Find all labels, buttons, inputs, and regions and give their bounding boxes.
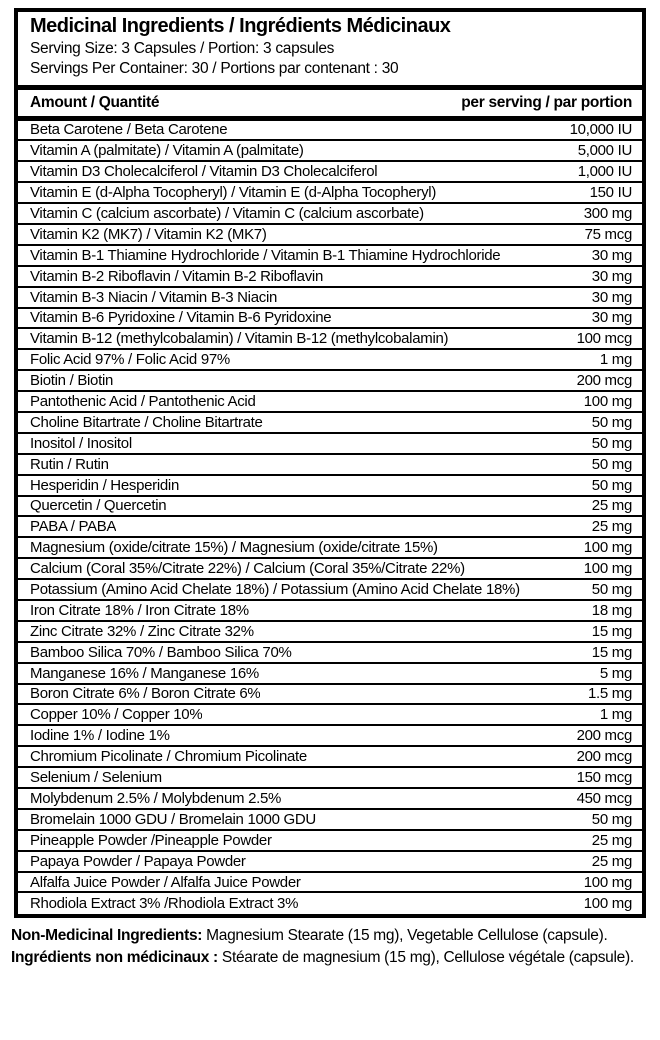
ingredient-name: Calcium (Coral 35%/Citrate 22%) / Calcium (Coral 35%/Citrate 22%) [30,560,465,578]
table-row [18,726,642,747]
ingredient-amount: 50 mg [591,455,632,473]
table-row [18,893,642,914]
table-row [18,810,642,831]
table-row [18,580,642,601]
ingredient-amount: 100 mg [583,895,632,913]
panel-title: Medicinal Ingredients / Ingrédients Médicinaux [30,15,451,37]
ingredient-amount: 75 mcg [584,225,632,243]
ingredient-amount: 30 mg [591,288,632,306]
non-medicinal-label-fr: Ingrédients non médicinaux : [11,949,218,967]
table-row [18,434,642,455]
ingredient-name: Magnesium (oxide/citrate 15%) / Magnesium (oxide/citrate 15%) [30,539,438,557]
ingredient-amount: 200 mcg [576,748,632,766]
ingredient-amount: 100 mg [583,539,632,557]
ingredient-name: Bromelain 1000 GDU / Bromelain 1000 GDU [30,810,316,828]
ingredient-name: Rutin / Rutin [30,455,109,473]
ingredient-amount: 10,000 IU [569,121,632,139]
ingredient-amount: 25 mg [591,518,632,536]
non-medicinal-label-en: Non-Medicinal Ingredients: [11,927,203,945]
ingredient-name: Pineapple Powder /Pineapple Powder [30,831,272,849]
table-row [18,747,642,768]
table-row [18,476,642,497]
column-header-per-serving: per serving / par portion [461,93,632,111]
table-row [18,350,642,371]
table-row [18,664,642,685]
table-row [18,183,642,204]
ingredient-name: Biotin / Biotin [30,372,114,390]
table-row [18,141,642,162]
ingredient-amount: 15 mg [591,622,632,640]
ingredient-amount: 100 mg [583,560,632,578]
ingredient-name: Boron Citrate 6% / Boron Citrate 6% [30,685,261,703]
ingredient-amount: 1,000 IU [577,163,632,181]
ingredient-amount: 200 mcg [576,372,632,390]
ingredient-name: Copper 10% / Copper 10% [30,706,203,724]
ingredient-name: Vitamin E (d-Alpha Tocopheryl) / Vitamin E (d-Alpha Tocopheryl) [30,184,437,202]
ingredient-amount: 50 mg [591,476,632,494]
non-medicinal-text-en: Magnesium Stearate (15 mg), Vegetable Cellulose (capsule). [202,927,608,945]
ingredient-amount: 5 mg [599,664,632,682]
ingredient-amount: 50 mg [591,810,632,828]
ingredient-name: Manganese 16% / Manganese 16% [30,664,259,682]
ingredient-amount: 150 mcg [576,769,632,787]
ingredient-amount: 50 mg [591,434,632,452]
table-row [18,246,642,267]
table-row [18,392,642,413]
table-row [18,622,642,643]
ingredient-amount: 5,000 IU [577,142,632,160]
table-row [18,455,642,476]
ingredient-amount: 30 mg [591,309,632,327]
column-header-row [18,85,642,121]
ingredient-amount: 25 mg [591,497,632,515]
ingredient-name: Iron Citrate 18% / Iron Citrate 18% [30,601,249,619]
column-header-amount: Amount / Quantité [30,93,160,111]
ingredient-amount: 25 mg [591,831,632,849]
ingredient-amount: 50 mg [591,413,632,431]
ingredient-amount: 100 mg [583,393,632,411]
ingredient-name: Vitamin C (calcium ascorbate) / Vitamin C (calcium ascorbate) [30,205,424,222]
ingredient-amount: 18 mg [591,601,632,619]
table-row [18,852,642,873]
ingredient-name: Folic Acid 97% / Folic Acid 97% [30,351,230,369]
ingredient-amount: 1 mg [599,351,632,369]
table-row [18,538,642,559]
non-medicinal-ingredients [11,925,650,969]
ingredient-name: Vitamin A (palmitate) / Vitamin A (palmitate) [30,142,304,160]
ingredient-name: Vitamin B-1 Thiamine Hydrochloride / Vitamin B-1 Thiamine Hydrochloride [30,246,501,264]
ingredient-name: Rhodiola Extract 3% /Rhodiola Extract 3% [30,895,299,913]
ingredient-name: Beta Carotene / Beta Carotene [30,121,228,139]
table-row [18,121,642,142]
ingredient-amount: 100 mg [583,873,632,891]
table-row [18,225,642,246]
ingredient-name: Quercetin / Quercetin [30,497,167,515]
table-row [18,831,642,852]
ingredient-amount: 450 mcg [576,789,632,807]
supplement-facts-panel [14,8,646,918]
table-row [18,789,642,810]
ingredient-table [18,121,642,915]
ingredient-amount: 30 mg [591,267,632,285]
ingredient-name: Vitamin B-2 Riboflavin / Vitamin B-2 Riboflavin [30,267,323,285]
ingredient-name: Vitamin D3 Cholecalciferol / Vitamin D3 Cholecalciferol [30,163,378,181]
servings-per-container: Servings Per Container: 30 / Portions par contenant : 30 [30,60,399,78]
ingredient-amount: 15 mg [591,643,632,661]
ingredient-name: Molybdenum 2.5% / Molybdenum 2.5% [30,789,282,807]
table-row [18,873,642,894]
ingredient-name: Iodine 1% / Iodine 1% [30,727,170,745]
non-medicinal-text-fr: Stéarate de magnesium (15 mg), Cellulose végétale (capsule). [217,949,634,967]
ingredient-name: Papaya Powder / Papaya Powder [30,852,246,870]
ingredient-amount: 100 mcg [576,330,632,348]
ingredient-name: Vitamin B-12 (methylcobalamin) / Vitamin B-12 (methylcobalamin) [30,330,449,348]
ingredient-name: Pantothenic Acid / Pantothenic Acid [30,393,256,411]
ingredient-name: Hesperidin / Hesperidin [30,476,180,494]
table-row [18,413,642,434]
table-row [18,309,642,330]
table-row [18,329,642,350]
ingredient-amount: 300 mg [583,205,632,222]
ingredient-name: Chromium Picolinate / Chromium Picolinate [30,748,307,766]
ingredient-name: Vitamin B-6 Pyridoxine / Vitamin B-6 Pyridoxine [30,309,332,327]
ingredient-amount: 25 mg [591,852,632,870]
ingredient-name: Vitamin K2 (MK7) / Vitamin K2 (MK7) [30,225,267,243]
ingredient-name: Vitamin B-3 Niacin / Vitamin B-3 Niacin [30,288,278,306]
table-row [18,705,642,726]
ingredient-name: PABA / PABA [30,518,117,536]
table-row [18,204,642,225]
table-row [18,371,642,392]
ingredient-name: Choline Bitartrate / Choline Bitartrate [30,413,263,431]
ingredient-amount: 30 mg [591,246,632,264]
table-row [18,517,642,538]
non-medicinal-ingredients-fr [11,947,650,969]
ingredient-amount: 150 IU [589,184,632,202]
ingredient-name: Potassium (Amino Acid Chelate 18%) / Potassium (Amino Acid Chelate 18%) [30,581,520,599]
serving-size: Serving Size: 3 Capsules / Portion: 3 capsules [30,39,335,57]
ingredient-name: Bamboo Silica 70% / Bamboo Silica 70% [30,643,292,661]
table-row [18,162,642,183]
ingredient-amount: 1 mg [599,706,632,724]
ingredient-name: Inositol / Inositol [30,434,132,452]
non-medicinal-ingredients-en [11,925,650,947]
ingredient-name: Alfalfa Juice Powder / Alfalfa Juice Powder [30,873,301,891]
table-row [18,643,642,664]
panel-header [18,12,642,85]
ingredient-amount: 200 mcg [576,727,632,745]
table-row [18,559,642,580]
table-row [18,685,642,706]
table-row [18,768,642,789]
table-row [18,497,642,518]
table-row [18,267,642,288]
ingredient-amount: 50 mg [591,581,632,599]
ingredient-name: Zinc Citrate 32% / Zinc Citrate 32% [30,622,254,640]
table-row [18,601,642,622]
ingredient-amount: 1.5 mg [587,685,632,703]
table-row [18,288,642,309]
ingredient-name: Selenium / Selenium [30,769,162,787]
